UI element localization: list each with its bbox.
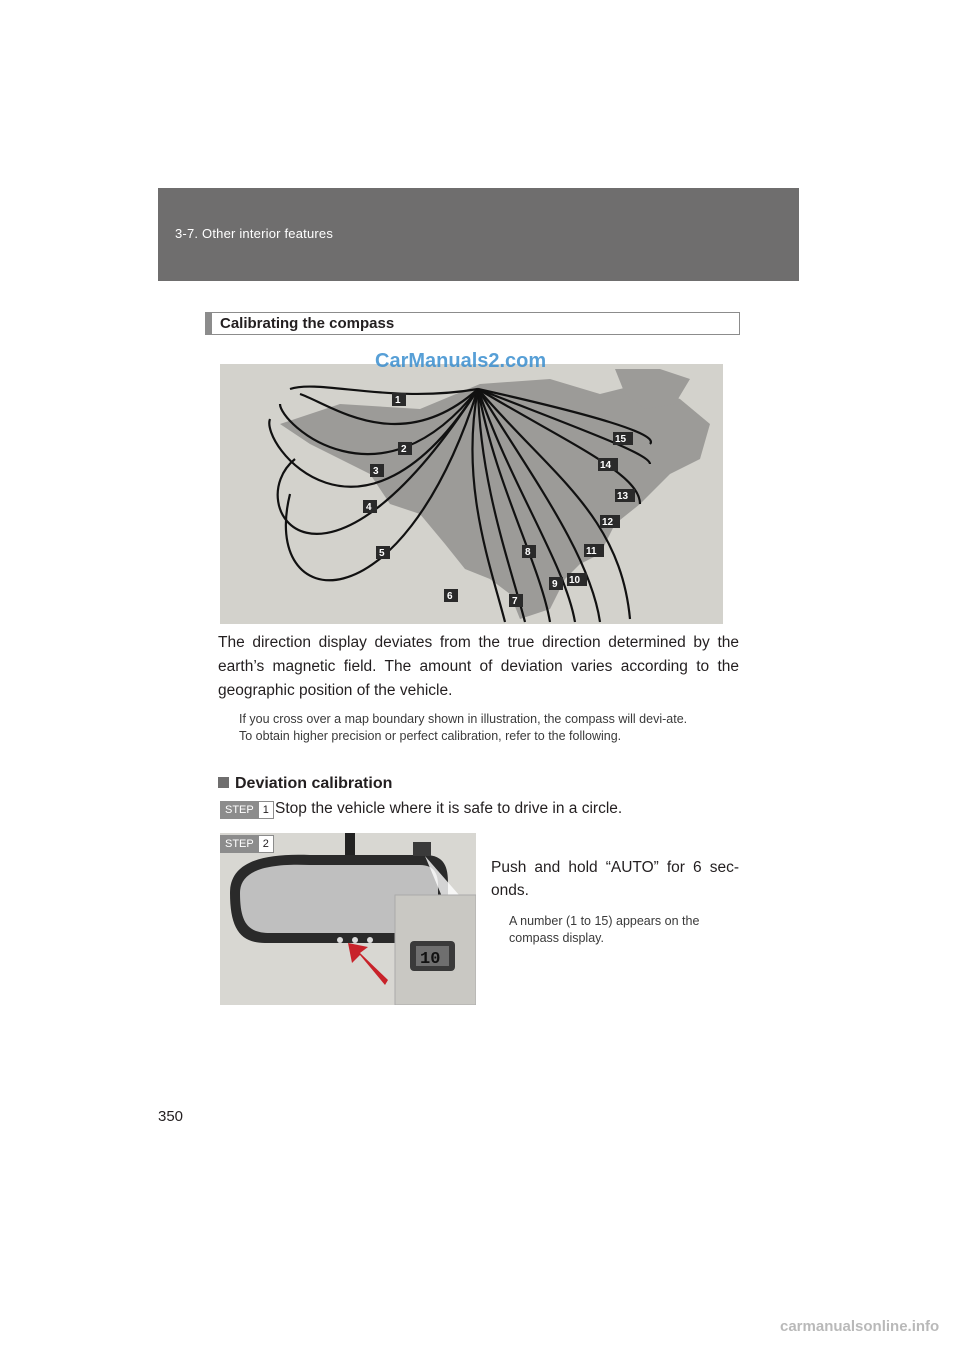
note-line: If you cross over a map boundary shown in illustration, the compass will devi-ate. [239,712,688,726]
step-number: 1 [258,802,273,818]
heading-accent-bar [206,313,212,334]
step-2-note: A number (1 to 15) appears on the compass display. [509,914,700,945]
zone-label: 6 [447,591,453,602]
mirror-button [352,937,358,943]
zone-label: 7 [512,596,518,607]
zone-label: 1 [395,395,401,406]
section-subheading [218,775,392,793]
zone-label: 9 [552,579,558,590]
rearview-mirror-illustration [220,833,476,1005]
zone-label: 11 [586,546,597,557]
mirror-button [367,937,373,943]
square-bullet-icon [218,777,229,788]
step-2-badge [220,835,274,853]
subheading-text: Deviation calibration [235,775,393,792]
zone-label: 10 [569,575,581,586]
zone-label: 13 [617,491,629,502]
step-1-text: Stop the vehicle where it is safe to drive in a circle. [275,800,623,817]
zone-label: 15 [615,434,627,445]
mirror-mini-display [413,842,431,856]
page-number: 350 [158,1108,184,1125]
zone-label: 4 [366,502,372,513]
step-word: STEP [225,838,254,850]
zone-label: 12 [602,517,614,528]
step-word: STEP [225,804,254,816]
zone-label: 3 [373,466,379,477]
heading-box [205,312,740,335]
mirror-button [337,937,343,943]
step-number: 2 [258,836,273,852]
zone-label: 14 [600,460,612,471]
zone-label: 5 [379,548,385,559]
body-note [239,711,739,745]
watermark-top: CarManuals2.com [375,350,547,372]
magnetic-zone-map [220,364,723,624]
body-paragraph: The direction display deviates from the true direction determined by the earth’s magnetic field. The amount of deviation varies according to the geographic position of the vehicle. [218,634,739,699]
zone-label: 8 [525,547,531,558]
step-2-text: Push and hold “AUTO” for 6 sec-onds. [491,859,739,899]
watermark-bottom: carmanualsonline.info [780,1318,940,1335]
step-1-badge [220,801,274,819]
note-line: To obtain higher precision or perfect calibration, refer to the following. [239,729,622,743]
zone-label: 2 [401,444,407,455]
section-label: 3-7. Other interior features [175,226,334,241]
display-value: 10 [420,950,441,969]
heading-title: Calibrating the compass [220,315,395,332]
